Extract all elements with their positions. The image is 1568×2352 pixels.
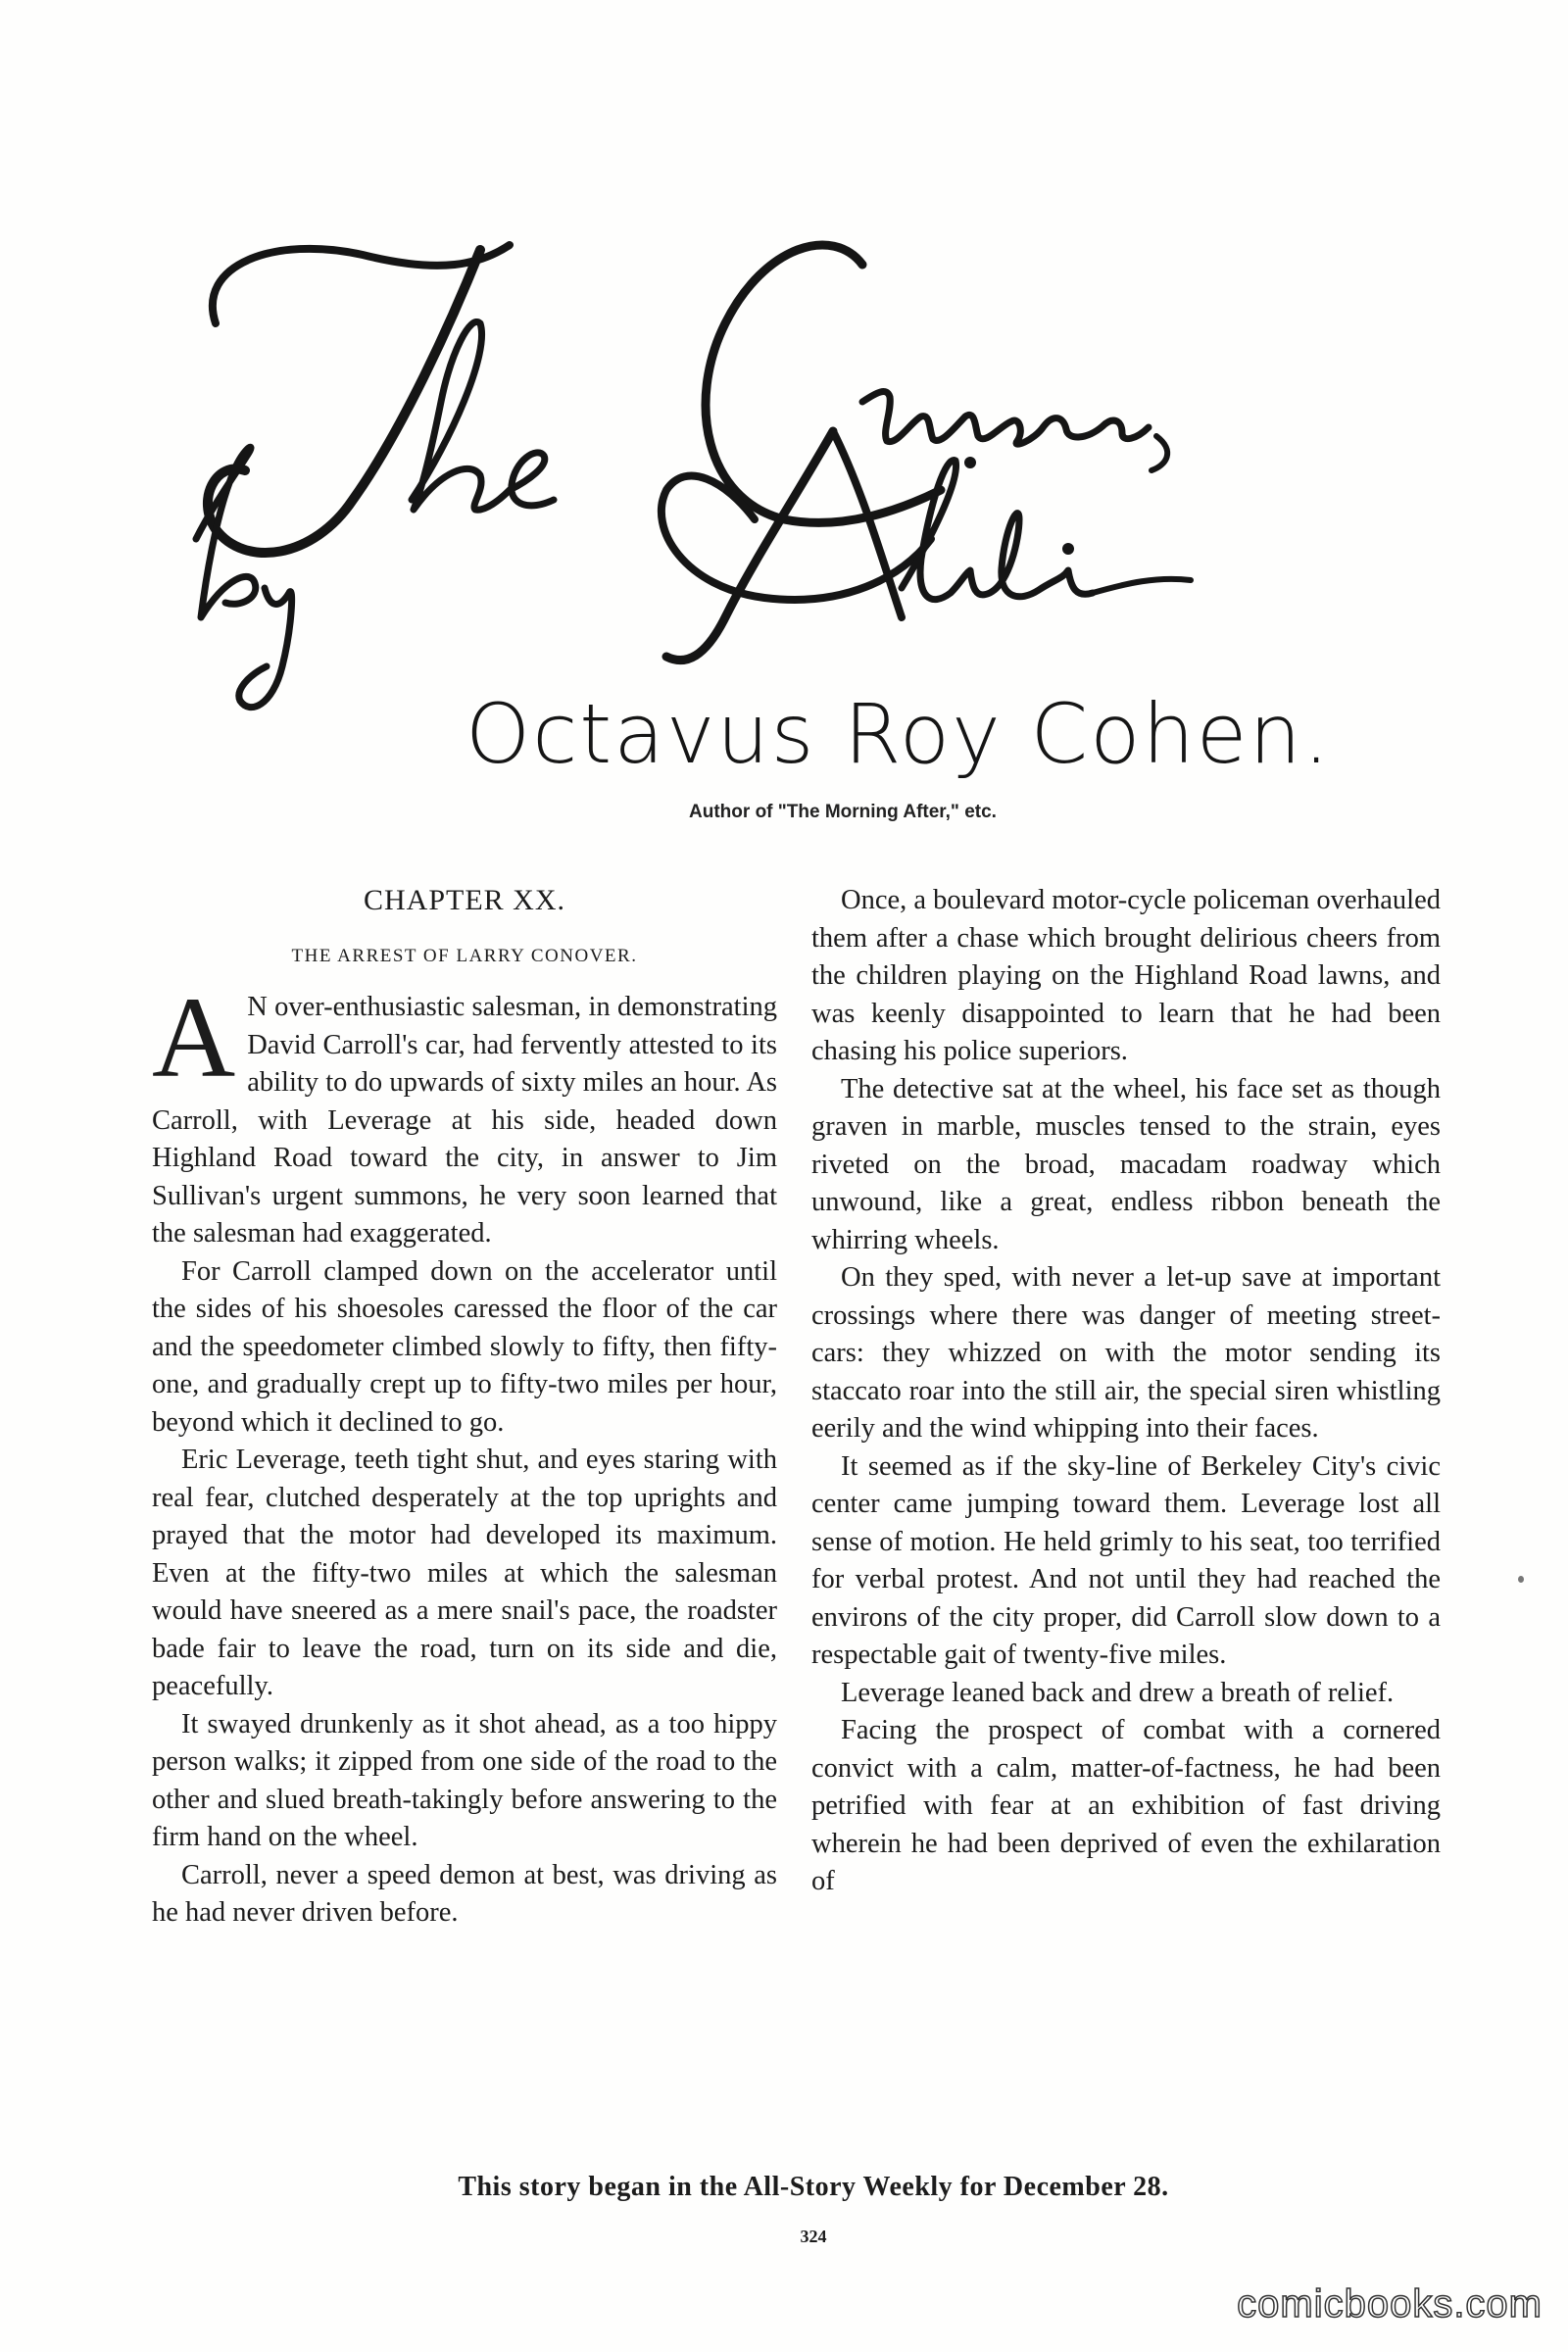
first-paragraph: [152, 973, 777, 1253]
paragraph: Carroll, never a speed demon at best, was driving as he had never driven before.: [152, 1859, 777, 1928]
site-watermark: comicbooks.com: [1237, 2282, 1543, 2326]
author-credit: Author of "The Morning After," etc.: [689, 802, 997, 822]
paragraph: Eric Leverage, teeth tight shut, and eyes staring with real fear, clutched desperately at the top uprights and prayed that the motor had developed its maximum. Even at the fifty-two miles at which the salesman would have sneered as a mere snail's pace, the roadster bade fair to leave the road, turn on its side and die, peacefully.: [152, 1445, 777, 1701]
paragraph: Leverage leaned back and drew a breath of relief.: [841, 1677, 1395, 1708]
right-column: [811, 882, 1441, 1901]
paragraph: It swayed drunkenly as it shot ahead, as a too hippy person walks; it zipped from one side of the road to the other and slued breath-takingly before answering to the firm hand on the wheel.: [152, 1708, 777, 1852]
author-name: Octavus Roy Cohen.: [466, 686, 1332, 782]
chapter-title: THE ARREST OF LARRY CONOVER.: [291, 945, 638, 966]
paragraph: Facing the prospect of combat with a cornered convict with a calm, matter-of-factness, he had been petrified with fear at an exhibition of fast driving wherein he had been deprived of even the exhilaration of: [811, 1715, 1441, 1896]
paragraph: It seemed as if the sky-line of Berkeley City's civic center came jumping toward them. Leverage lost all sense of motion. He held grimly to his seat, too terrified for verbal protest. And not until they had reached the environs of the city proper, did Carroll slow down to a respectable gait of twenty-five miles.: [811, 1450, 1441, 1670]
paragraph: The detective sat at the wheel, his face set as though graven in marble, muscles tensed to the strain, eyes riveted on the broad, macadam roadway which unwound, like a great, endless ribbon beneath the whirring wheels.: [811, 1073, 1441, 1255]
paragraph: Once, a boulevard motor-cycle policeman overhauled them after a chase which brought delirious cheers from the children playing on the Highland Road lawns, and was keenly disappointed to learn that he had been chasing his police superiors.: [811, 885, 1441, 1066]
left-column: [152, 882, 777, 1933]
paragraph: On they sped, with never a let-up save at important crossings where there was danger of meeting street-cars: they whizzed on with the motor sending its staccato roar into the still air, the special siren whistling eerily and the wind whipping into their faces.: [811, 1262, 1441, 1444]
chapter-number: CHAPTER XX.: [363, 884, 565, 916]
first-paragraph-text: N over-enthusiastic salesman, in demonstrating David Carroll's car, had fervently attested to its ability to do upwards of sixty miles an hour. As Carroll, with Leverage at his side, headed down Highland Road toward the city, in answer to Jim Sullivan's urgent summons, he very soon learned that the salesman had exaggerated.: [152, 992, 777, 1249]
paragraph: For Carroll clamped down on the accelerator until the sides of his shoesoles caressed the floor of the car and the speedometer climbed slowly to fifty, then fifty-one, and gradually crept up to fifty-two miles per hour, beyond which it declined to go.: [152, 1255, 777, 1438]
ink-speck: [1518, 1576, 1524, 1583]
serial-note: This story began in the All-Story Weekly for December 28.: [458, 2172, 1169, 2202]
drop-cap: A: [152, 973, 236, 1102]
page-number: 324: [800, 2227, 827, 2246]
i-dot-1: [964, 457, 976, 468]
i-dot-2: [1062, 543, 1074, 555]
